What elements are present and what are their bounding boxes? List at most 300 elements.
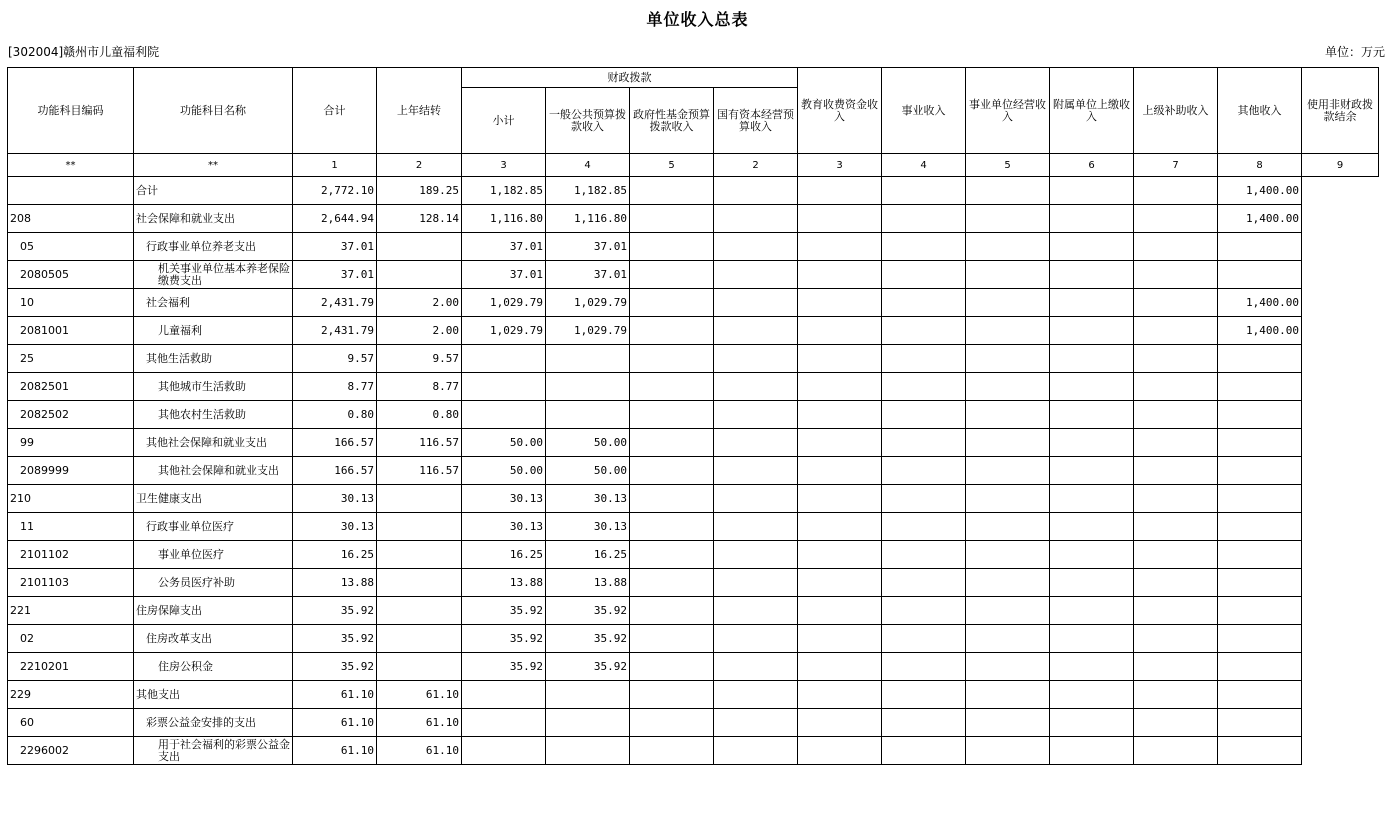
cell-empty <box>630 289 714 317</box>
table-row <box>8 653 1379 681</box>
header-business: 事业收入 <box>882 68 966 154</box>
cell-empty <box>966 541 1050 569</box>
cell-empty <box>966 177 1050 205</box>
cell-empty <box>882 625 966 653</box>
cell-empty <box>630 653 714 681</box>
cell-empty <box>798 485 882 513</box>
cell-gen <box>546 681 630 709</box>
cell-sub: 13.88 <box>462 569 546 597</box>
cell-empty <box>798 569 882 597</box>
cell-empty <box>798 653 882 681</box>
cell-other <box>1218 541 1302 569</box>
cell-gen: 37.01 <box>546 261 630 289</box>
column-index-cell: 1 <box>293 154 377 177</box>
cell-sub: 37.01 <box>462 233 546 261</box>
cell-name: 其他城市生活救助 <box>134 373 293 401</box>
cell-other <box>1218 429 1302 457</box>
cell-empty <box>798 401 882 429</box>
cell-empty <box>882 653 966 681</box>
cell-name: 社会福利 <box>134 289 293 317</box>
header-other: 其他收入 <box>1218 68 1302 154</box>
cell-empty <box>630 709 714 737</box>
cell-sub <box>462 737 546 765</box>
cell-empty <box>630 429 714 457</box>
cell-empty <box>882 205 966 233</box>
cell-total: 166.57 <box>293 457 377 485</box>
cell-empty <box>630 597 714 625</box>
cell-code: 99 <box>8 429 134 457</box>
cell-name: 用于社会福利的彩票公益金支出 <box>134 737 293 765</box>
cell-empty <box>1050 625 1134 653</box>
cell-code: 05 <box>8 233 134 261</box>
cell-empty <box>966 653 1050 681</box>
column-index-cell: 3 <box>462 154 546 177</box>
cell-gen: 35.92 <box>546 653 630 681</box>
cell-empty <box>1134 485 1218 513</box>
cell-sub <box>462 681 546 709</box>
cell-empty <box>1134 653 1218 681</box>
cell-empty <box>1050 429 1134 457</box>
table-row <box>8 513 1379 541</box>
cell-other <box>1218 345 1302 373</box>
cell-name: 事业单位医疗 <box>134 541 293 569</box>
cell-code: 02 <box>8 625 134 653</box>
cell-total: 61.10 <box>293 709 377 737</box>
cell-other <box>1218 485 1302 513</box>
cell-empty <box>882 709 966 737</box>
cell-empty <box>1050 317 1134 345</box>
table-row <box>8 709 1379 737</box>
cell-empty <box>966 457 1050 485</box>
cell-other <box>1218 373 1302 401</box>
cell-empty <box>714 233 798 261</box>
cell-carry: 189.25 <box>377 177 462 205</box>
cell-code: 2210201 <box>8 653 134 681</box>
cell-gen <box>546 345 630 373</box>
cell-empty <box>1134 737 1218 765</box>
header-general-budget: 一般公共预算拨款收入 <box>546 88 630 154</box>
cell-carry: 128.14 <box>377 205 462 233</box>
cell-code: 2296002 <box>8 737 134 765</box>
cell-gen: 13.88 <box>546 569 630 597</box>
cell-total: 61.10 <box>293 681 377 709</box>
cell-empty <box>1134 261 1218 289</box>
cell-carry <box>377 625 462 653</box>
cell-empty <box>882 345 966 373</box>
cell-empty <box>1134 457 1218 485</box>
cell-carry: 116.57 <box>377 457 462 485</box>
cell-sub: 35.92 <box>462 597 546 625</box>
cell-empty <box>882 485 966 513</box>
cell-name: 其他社会保障和就业支出 <box>134 457 293 485</box>
table-row <box>8 317 1379 345</box>
cell-empty <box>630 345 714 373</box>
table-row <box>8 261 1379 289</box>
header-code: 功能科目编码 <box>8 68 134 154</box>
cell-carry <box>377 597 462 625</box>
cell-empty <box>882 513 966 541</box>
header-subtotal: 小计 <box>462 88 546 154</box>
cell-total: 35.92 <box>293 653 377 681</box>
cell-carry: 2.00 <box>377 289 462 317</box>
cell-gen: 35.92 <box>546 597 630 625</box>
column-index-cell: 5 <box>630 154 714 177</box>
cell-empty <box>714 653 798 681</box>
cell-total: 35.92 <box>293 597 377 625</box>
cell-empty <box>882 597 966 625</box>
cell-empty <box>1050 345 1134 373</box>
cell-empty <box>966 205 1050 233</box>
column-index-cell: 4 <box>546 154 630 177</box>
table-row <box>8 289 1379 317</box>
cell-code: 2082502 <box>8 401 134 429</box>
cell-empty <box>798 261 882 289</box>
table-row <box>8 569 1379 597</box>
cell-code: 229 <box>8 681 134 709</box>
cell-empty <box>1134 233 1218 261</box>
cell-sub: 50.00 <box>462 457 546 485</box>
cell-empty <box>714 429 798 457</box>
cell-total: 8.77 <box>293 373 377 401</box>
cell-other <box>1218 709 1302 737</box>
table-row <box>8 233 1379 261</box>
cell-code <box>8 177 134 205</box>
cell-name: 彩票公益金安排的支出 <box>134 709 293 737</box>
cell-empty <box>882 681 966 709</box>
cell-total: 2,431.79 <box>293 317 377 345</box>
cell-empty <box>714 345 798 373</box>
cell-empty <box>1050 177 1134 205</box>
table-row <box>8 597 1379 625</box>
cell-other: 1,400.00 <box>1218 177 1302 205</box>
cell-carry <box>377 541 462 569</box>
cell-carry <box>377 233 462 261</box>
table-row <box>8 401 1379 429</box>
cell-empty <box>1050 485 1134 513</box>
cell-name: 住房公积金 <box>134 653 293 681</box>
cell-sub: 1,116.80 <box>462 205 546 233</box>
cell-empty <box>882 289 966 317</box>
cell-empty <box>966 289 1050 317</box>
table-row <box>8 681 1379 709</box>
cell-other <box>1218 653 1302 681</box>
cell-empty <box>630 233 714 261</box>
cell-name: 其他农村生活救助 <box>134 401 293 429</box>
cell-empty <box>966 709 1050 737</box>
cell-gen: 50.00 <box>546 457 630 485</box>
cell-empty <box>630 177 714 205</box>
cell-empty <box>630 205 714 233</box>
cell-empty <box>714 597 798 625</box>
cell-empty <box>1050 569 1134 597</box>
cell-total: 166.57 <box>293 429 377 457</box>
cell-code: 2080505 <box>8 261 134 289</box>
cell-empty <box>1050 289 1134 317</box>
column-index-cell: 8 <box>1218 154 1302 177</box>
cell-empty <box>966 625 1050 653</box>
cell-empty <box>966 317 1050 345</box>
cell-empty <box>630 373 714 401</box>
cell-empty <box>1050 653 1134 681</box>
cell-other: 1,400.00 <box>1218 289 1302 317</box>
cell-empty <box>1050 541 1134 569</box>
column-index-cell: 6 <box>1050 154 1134 177</box>
column-index-cell: 2 <box>377 154 462 177</box>
column-index-cell: 7 <box>1134 154 1218 177</box>
cell-code: 60 <box>8 709 134 737</box>
cell-code: 25 <box>8 345 134 373</box>
cell-empty <box>1050 373 1134 401</box>
cell-carry <box>377 513 462 541</box>
cell-empty <box>1134 625 1218 653</box>
cell-empty <box>1134 205 1218 233</box>
table-row <box>8 205 1379 233</box>
cell-carry: 116.57 <box>377 429 462 457</box>
cell-empty <box>966 513 1050 541</box>
cell-empty <box>798 317 882 345</box>
cell-empty <box>1134 597 1218 625</box>
table-row <box>8 625 1379 653</box>
cell-carry <box>377 261 462 289</box>
cell-sub: 16.25 <box>462 541 546 569</box>
cell-carry: 8.77 <box>377 373 462 401</box>
cell-gen <box>546 737 630 765</box>
cell-other <box>1218 513 1302 541</box>
cell-empty <box>882 429 966 457</box>
cell-empty <box>966 597 1050 625</box>
header-non-fiscal-balance: 使用非财政拨款结余 <box>1302 68 1379 154</box>
cell-empty <box>714 541 798 569</box>
cell-other <box>1218 625 1302 653</box>
cell-empty <box>966 681 1050 709</box>
header-superior-subsidy: 上级补助收入 <box>1134 68 1218 154</box>
cell-empty <box>630 261 714 289</box>
cell-name: 社会保障和就业支出 <box>134 205 293 233</box>
header-affiliated: 附属单位上缴收入 <box>1050 68 1134 154</box>
cell-empty <box>1134 373 1218 401</box>
cell-empty <box>630 569 714 597</box>
cell-name: 卫生健康支出 <box>134 485 293 513</box>
cell-name: 其他支出 <box>134 681 293 709</box>
cell-sub: 35.92 <box>462 653 546 681</box>
table-row <box>8 737 1379 765</box>
unit-name: [302004]赣州市儿童福利院 <box>8 45 160 59</box>
cell-empty <box>1134 681 1218 709</box>
cell-empty <box>1134 513 1218 541</box>
cell-name: 其他生活救助 <box>134 345 293 373</box>
cell-empty <box>882 401 966 429</box>
cell-empty <box>882 261 966 289</box>
cell-empty <box>630 541 714 569</box>
cell-total: 61.10 <box>293 737 377 765</box>
cell-other <box>1218 569 1302 597</box>
cell-empty <box>714 289 798 317</box>
cell-empty <box>1050 401 1134 429</box>
cell-empty <box>1134 345 1218 373</box>
cell-empty <box>798 737 882 765</box>
cell-other <box>1218 681 1302 709</box>
cell-other <box>1218 401 1302 429</box>
header-fiscal-group: 财政拨款 <box>462 68 798 88</box>
cell-empty <box>966 737 1050 765</box>
cell-carry <box>377 485 462 513</box>
cell-empty <box>714 205 798 233</box>
cell-carry: 2.00 <box>377 317 462 345</box>
cell-total: 30.13 <box>293 513 377 541</box>
column-index-cell: 9 <box>1302 154 1379 177</box>
column-index-cell: 3 <box>798 154 882 177</box>
cell-empty <box>1050 261 1134 289</box>
cell-empty <box>798 541 882 569</box>
cell-empty <box>798 681 882 709</box>
cell-gen <box>546 401 630 429</box>
cell-total: 2,431.79 <box>293 289 377 317</box>
cell-empty <box>630 625 714 653</box>
cell-empty <box>798 513 882 541</box>
cell-sub: 30.13 <box>462 485 546 513</box>
cell-empty <box>798 289 882 317</box>
cell-empty <box>966 429 1050 457</box>
cell-gen: 1,029.79 <box>546 289 630 317</box>
cell-name: 行政事业单位医疗 <box>134 513 293 541</box>
cell-empty <box>966 373 1050 401</box>
cell-sub <box>462 401 546 429</box>
cell-empty <box>798 177 882 205</box>
cell-other <box>1218 737 1302 765</box>
cell-sub <box>462 709 546 737</box>
cell-empty <box>1134 429 1218 457</box>
column-index-row <box>8 154 1379 177</box>
header-edu-fee: 教育收费资金收入 <box>798 68 882 154</box>
cell-carry: 61.10 <box>377 681 462 709</box>
cell-empty <box>1050 681 1134 709</box>
cell-empty <box>882 373 966 401</box>
header-total: 合计 <box>293 68 377 154</box>
cell-other <box>1218 233 1302 261</box>
cell-empty <box>1134 709 1218 737</box>
cell-empty <box>714 457 798 485</box>
cell-empty <box>714 485 798 513</box>
income-summary-table <box>7 67 1379 765</box>
cell-sub <box>462 345 546 373</box>
cell-empty <box>630 513 714 541</box>
cell-carry: 9.57 <box>377 345 462 373</box>
table-row <box>8 541 1379 569</box>
cell-total: 13.88 <box>293 569 377 597</box>
cell-carry: 0.80 <box>377 401 462 429</box>
cell-carry <box>377 569 462 597</box>
cell-empty <box>798 373 882 401</box>
cell-empty <box>630 485 714 513</box>
cell-empty <box>714 317 798 345</box>
cell-empty <box>1050 205 1134 233</box>
cell-empty <box>1134 289 1218 317</box>
cell-empty <box>798 597 882 625</box>
column-index-cell: 2 <box>714 154 798 177</box>
cell-sub: 50.00 <box>462 429 546 457</box>
column-index-cell: ** <box>8 154 134 177</box>
cell-other <box>1218 597 1302 625</box>
cell-empty <box>1050 513 1134 541</box>
cell-sub: 35.92 <box>462 625 546 653</box>
cell-empty <box>1050 597 1134 625</box>
cell-name: 公务员医疗补助 <box>134 569 293 597</box>
cell-other: 1,400.00 <box>1218 317 1302 345</box>
cell-code: 210 <box>8 485 134 513</box>
cell-total: 0.80 <box>293 401 377 429</box>
cell-empty <box>630 401 714 429</box>
cell-empty <box>1050 709 1134 737</box>
cell-total: 30.13 <box>293 485 377 513</box>
table-row <box>8 429 1379 457</box>
cell-empty <box>1134 541 1218 569</box>
column-index-cell: 4 <box>882 154 966 177</box>
cell-name: 机关事业单位基本养老保险缴费支出 <box>134 261 293 289</box>
cell-empty <box>882 457 966 485</box>
cell-gen: 30.13 <box>546 485 630 513</box>
cell-code: 2082501 <box>8 373 134 401</box>
cell-gen: 1,029.79 <box>546 317 630 345</box>
cell-empty <box>714 401 798 429</box>
cell-carry: 61.10 <box>377 737 462 765</box>
cell-empty <box>1134 401 1218 429</box>
table-row <box>8 485 1379 513</box>
cell-empty <box>798 233 882 261</box>
cell-gen: 16.25 <box>546 541 630 569</box>
cell-name: 其他社会保障和就业支出 <box>134 429 293 457</box>
cell-total: 2,772.10 <box>293 177 377 205</box>
cell-code: 2081001 <box>8 317 134 345</box>
cell-gen <box>546 709 630 737</box>
cell-total: 37.01 <box>293 261 377 289</box>
cell-carry <box>377 653 462 681</box>
cell-code: 10 <box>8 289 134 317</box>
cell-name: 行政事业单位养老支出 <box>134 233 293 261</box>
cell-sub: 1,029.79 <box>462 289 546 317</box>
header-state-capital: 国有资本经营预算收入 <box>714 88 798 154</box>
cell-code: 208 <box>8 205 134 233</box>
cell-gen: 30.13 <box>546 513 630 541</box>
cell-empty <box>798 625 882 653</box>
cell-empty <box>714 709 798 737</box>
page-title: 单位收入总表 <box>646 10 749 29</box>
cell-empty <box>630 737 714 765</box>
cell-empty <box>966 233 1050 261</box>
cell-empty <box>630 681 714 709</box>
cell-empty <box>1134 569 1218 597</box>
cell-empty <box>630 317 714 345</box>
cell-empty <box>714 177 798 205</box>
cell-code: 221 <box>8 597 134 625</box>
cell-other: 1,400.00 <box>1218 205 1302 233</box>
cell-empty <box>798 709 882 737</box>
cell-empty <box>966 261 1050 289</box>
cell-empty <box>882 177 966 205</box>
cell-other <box>1218 457 1302 485</box>
table-row <box>8 177 1379 205</box>
cell-code: 2089999 <box>8 457 134 485</box>
cell-gen <box>546 373 630 401</box>
cell-empty <box>714 625 798 653</box>
column-index-cell: 5 <box>966 154 1050 177</box>
cell-empty <box>714 513 798 541</box>
cell-empty <box>798 457 882 485</box>
cell-sub: 1,182.85 <box>462 177 546 205</box>
cell-empty <box>966 401 1050 429</box>
cell-empty <box>882 233 966 261</box>
cell-code: 11 <box>8 513 134 541</box>
cell-total: 37.01 <box>293 233 377 261</box>
